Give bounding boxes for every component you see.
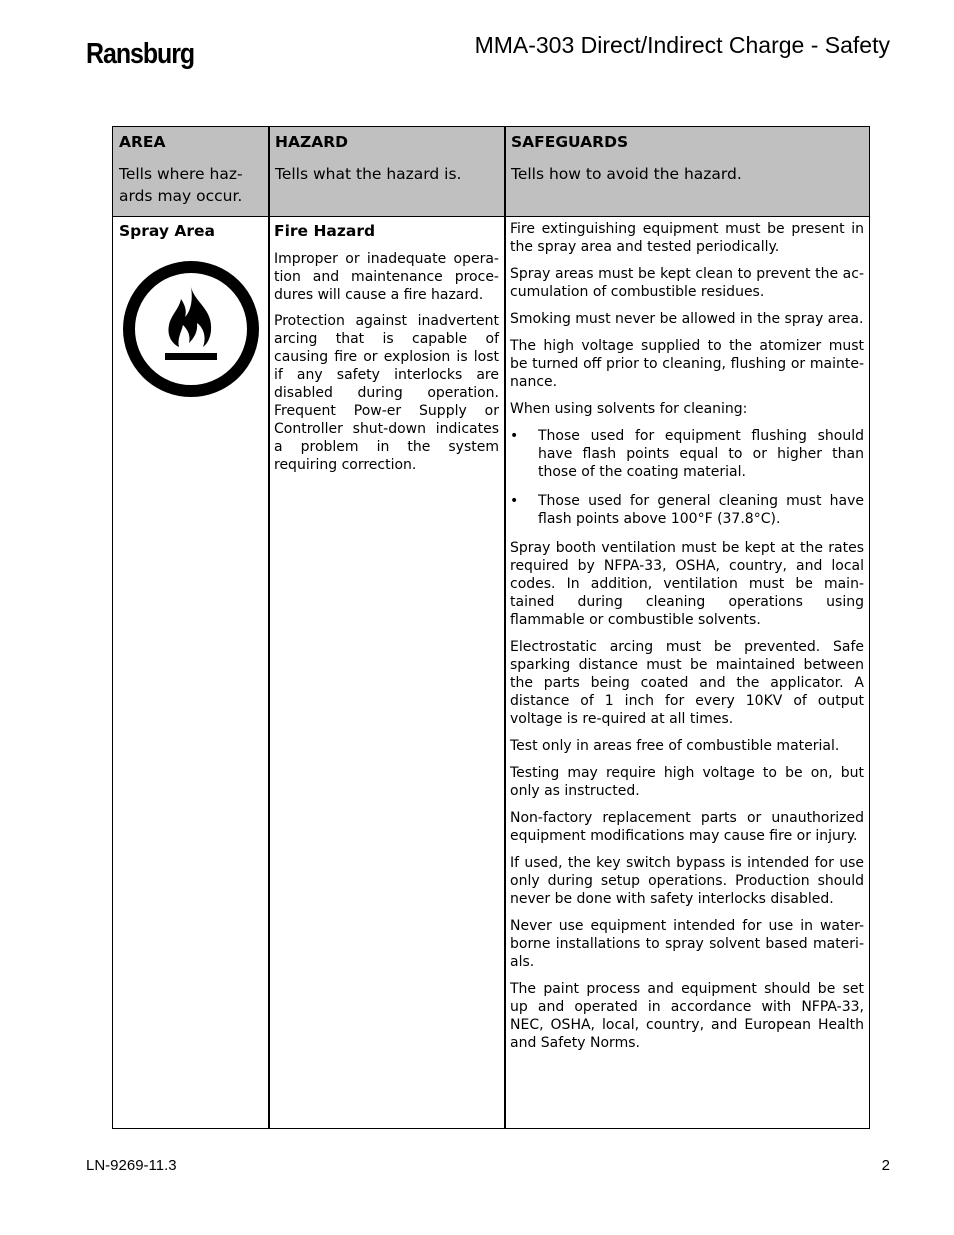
safeguard-paragraph: Test only in areas free of combustible material. — [510, 738, 840, 754]
hazard-paragraph: Protection against inadvertent arcing that is capable of causing fire or explosion is lost if any safety interlocks are disabled during operation. Frequent Pow-er Supply or Controller shut-down indicates a problem in the system requiring correction. — [274, 313, 499, 473]
safeguard-paragraph: When using solvents for cleaning: — [510, 401, 748, 417]
header-cell-hazard — [275, 133, 500, 185]
safeguard-paragraph: The high voltage supplied to the atomizer must be turned off prior to cleaning, flushing or mainte-nance. — [510, 338, 864, 390]
safeguard-paragraph: The paint process and equipment should be set up and operated in accordance with NFPA-33, NEC, OSHA, local, country, and European Health and Safety Norms. — [510, 981, 864, 1051]
header-hazard-description: Tells what the hazard is. — [275, 165, 462, 183]
column-divider — [268, 127, 270, 1128]
header-cell-area — [119, 133, 264, 207]
area-label: Spray Area — [119, 222, 215, 240]
safeguard-bullet — [510, 427, 864, 481]
safeguard-paragraph: Spray areas must be kept clean to prevent the ac-cumulation of combustible residues. — [510, 266, 864, 300]
safeguard-paragraph: Electrostatic arcing must be prevented. Safe sparking distance must be maintained between the parts being coated and the applicator. A distance of 1 inch for every 10KV of output voltage is re-quired at all times. — [510, 639, 864, 727]
bullet-icon: • — [510, 493, 519, 509]
document-title: MMA-303 Direct/Indirect Charge - Safety — [474, 32, 890, 58]
header-safeguards-title: SAFEGUARDS — [511, 133, 629, 151]
header-safeguards-description: Tells how to avoid the hazard. — [511, 165, 742, 183]
header-area-description: Tells where haz-ards may occur. — [119, 165, 243, 205]
safety-table — [112, 126, 870, 1129]
safeguard-paragraph: Spray booth ventilation must be kept at the rates required by NFPA-33, OSHA, country, and local codes. In addition, ventilation must be main-tained during cleaning operations using flammable or combustible solvents. — [510, 540, 864, 628]
hazard-paragraph: Improper or inadequate opera-tion and maintenance proce-dures will cause a fire hazard. — [274, 251, 499, 303]
fire-hazard-icon — [121, 259, 261, 399]
safeguard-paragraph: If used, the key switch bypass is intended for use only during setup operations. Production should never be done with safety interlocks disabled. — [510, 855, 864, 907]
bullet-icon: • — [510, 428, 519, 444]
document-number: LN-9269-11.3 — [86, 1157, 177, 1174]
column-divider — [504, 127, 506, 1128]
safeguard-bullet-text: Those used for general cleaning must have flash points above 100°F (37.8°C). — [538, 493, 864, 527]
ransburg-logo: Ransburg — [86, 38, 195, 70]
safeguard-paragraph: Testing may require high voltage to be on, but only as instructed. — [510, 765, 864, 799]
header-area-title: AREA — [119, 133, 166, 151]
safeguard-paragraph: Smoking must never be allowed in the spray area. — [510, 311, 864, 327]
safeguard-paragraph: Fire extinguishing equipment must be present in the spray area and tested periodically. — [510, 221, 864, 255]
safeguard-bullet-text: Those used for equipment flushing should have flash points equal to or higher than those of the coating material. — [538, 428, 864, 480]
page-number: 2 — [881, 1157, 890, 1174]
header-cell-safeguards — [511, 133, 863, 185]
hazard-title: Fire Hazard — [274, 222, 376, 240]
safeguards-cell — [510, 220, 864, 1061]
area-cell — [119, 222, 264, 250]
safeguard-paragraph: Non-factory replacement parts or unauthorized equipment modifications may cause fire or injury. — [510, 810, 864, 844]
safeguard-paragraph: Never use equipment intended for use in water-borne installations to spray solvent based materi-als. — [510, 918, 864, 970]
safeguard-bullet — [510, 492, 864, 528]
header-hazard-title: HAZARD — [275, 133, 349, 151]
hazard-cell — [274, 222, 499, 482]
